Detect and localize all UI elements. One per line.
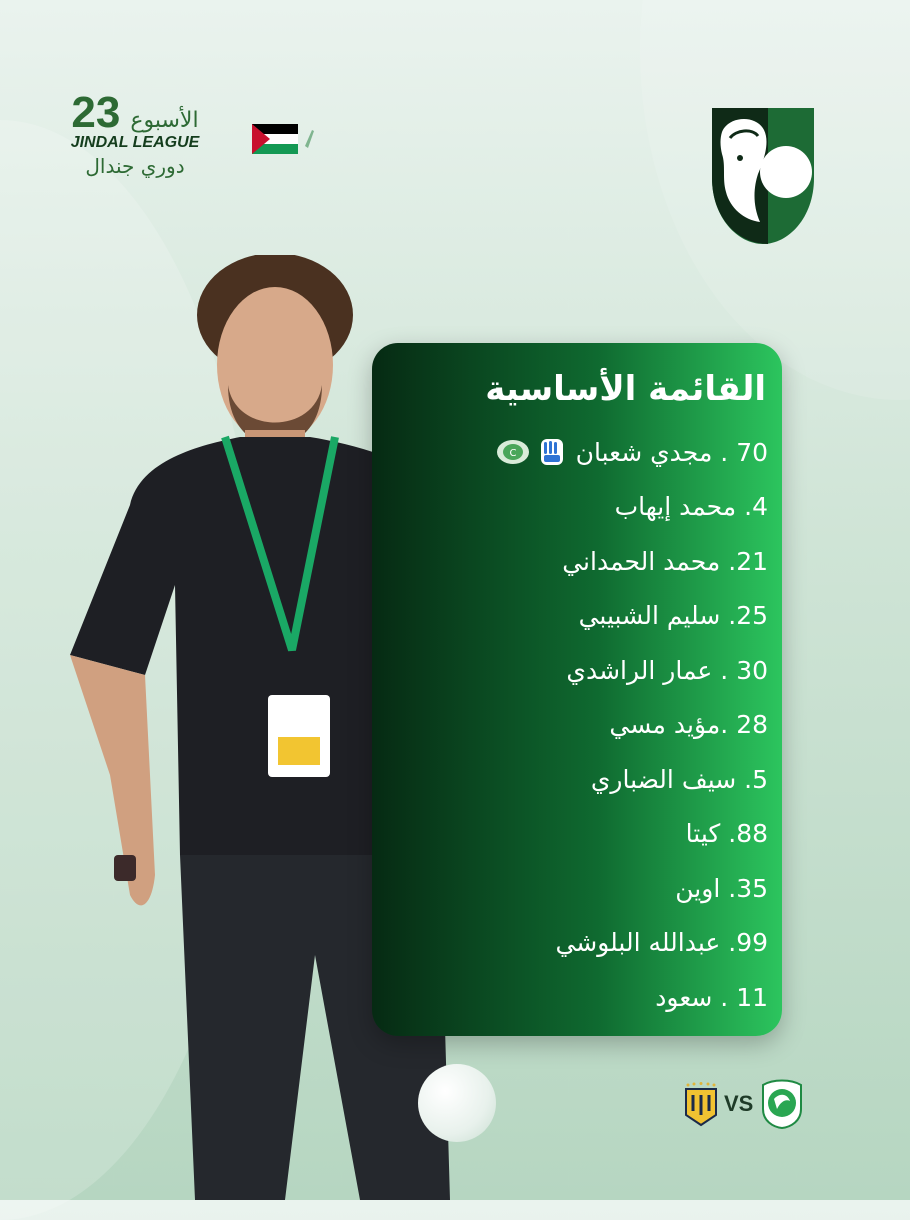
palestine-flag-icon <box>252 124 298 154</box>
list-item <box>388 752 768 807</box>
list-item <box>388 807 768 862</box>
goalkeeper-glove-icon <box>538 437 566 467</box>
player-name: 21. محمد الحمداني <box>562 546 768 576</box>
week-number: 23 <box>71 88 121 137</box>
week-league-block <box>60 88 210 188</box>
player-name: 30 . عمار الراشدي <box>566 655 768 685</box>
vs-label: VS <box>724 1091 754 1116</box>
list-item <box>388 589 768 644</box>
starting-lineup-card <box>372 343 782 1036</box>
players-list <box>388 425 768 1025</box>
lineup-title: القائمة الأساسية <box>485 369 766 409</box>
list-item <box>388 916 768 971</box>
list-item <box>388 970 768 1025</box>
league-name-en: JINDAL LEAGUE <box>70 134 200 151</box>
list-item <box>388 480 768 535</box>
player-name: 11 . سعود <box>655 982 768 1012</box>
player-name: 70 . مجدي شعبان <box>575 437 768 467</box>
player-name: 99. عبدالله البلوشي <box>555 928 768 958</box>
list-item <box>388 861 768 916</box>
decorative-circle <box>418 1064 496 1142</box>
league-mark-icon <box>302 124 316 154</box>
list-item <box>388 698 768 753</box>
home-club-crest-icon <box>759 1079 805 1129</box>
week-label: الأسبوع <box>130 108 199 133</box>
match-teams <box>684 1076 812 1132</box>
player-name: 28 .مؤيد مسي <box>609 710 768 740</box>
list-item <box>388 643 768 698</box>
player-name: 5. سيف الضباري <box>590 764 768 794</box>
svg-text:C: C <box>509 448 517 460</box>
captain-armband-icon <box>496 438 530 466</box>
player-name: 88. كيتا <box>685 819 768 849</box>
opponent-crest-icon <box>684 1081 718 1127</box>
league-name-ar: دوري جندال <box>85 154 185 178</box>
list-item <box>388 534 768 589</box>
list-item <box>388 425 768 480</box>
player-name: 25. سليم الشبيبي <box>578 601 768 631</box>
club-crest-icon <box>708 108 818 244</box>
player-name: 35. اوين <box>675 873 768 903</box>
player-name: 4. محمد إيهاب <box>614 492 768 522</box>
